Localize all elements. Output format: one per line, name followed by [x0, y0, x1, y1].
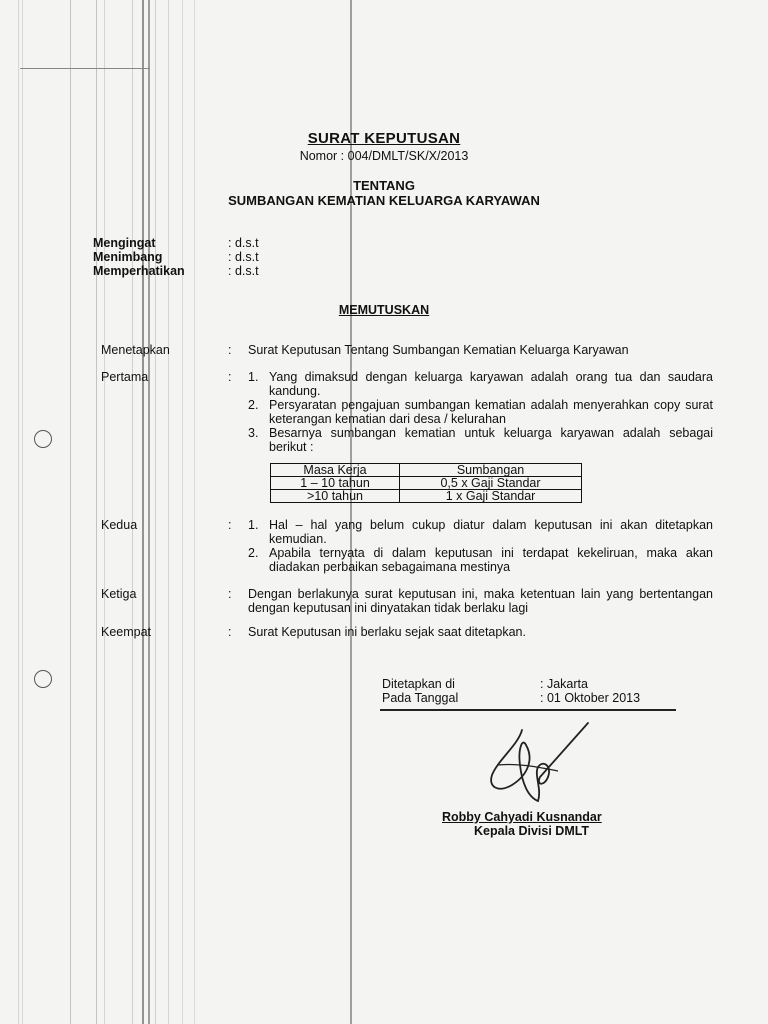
place-value: : Jakarta [540, 677, 588, 691]
colon: : [228, 343, 232, 357]
keempat-text: Surat Keputusan ini berlaku sejak saat ditetapkan. [248, 625, 526, 639]
list-text: Hal – hal yang belum cukup diatur dalam keputusan ini akan ditetapkan kemudian. [269, 518, 713, 546]
document-number: Nomor : 004/DMLT/SK/X/2013 [299, 149, 469, 163]
list-item [248, 426, 713, 454]
reference-value-mengingat: : d.s.t [228, 236, 259, 250]
list-number: 2. [248, 398, 259, 412]
table-row [271, 490, 582, 503]
list-item [248, 518, 713, 546]
table-header-row [271, 464, 582, 477]
colon: : [228, 587, 232, 601]
signature-divider [380, 709, 676, 711]
reference-label-mengingat: Mengingat [93, 236, 156, 250]
document-title: SURAT KEPUTUSAN [307, 130, 461, 147]
reference-label-memperhatikan: Memperhatikan [93, 264, 185, 278]
table-header-sumbangan: Sumbangan [400, 464, 582, 477]
label-pertama: Pertama [101, 370, 149, 384]
signatory-name: Robby Cahyadi Kusnandar [442, 810, 602, 824]
menetapkan-text: Surat Keputusan Tentang Sumbangan Kematian Keluarga Karyawan [248, 343, 629, 357]
place-label: Ditetapkan di [382, 677, 455, 691]
label-kedua: Kedua [101, 518, 138, 532]
pertama-list [248, 370, 713, 454]
document-subject: SUMBANGAN KEMATIAN KELUARGA KARYAWAN [228, 193, 540, 208]
table-row [271, 477, 582, 490]
table-cell: >10 tahun [271, 490, 400, 503]
list-text: Yang dimaksud dengan keluarga karyawan adalah orang tua dan saudara kandung. [269, 370, 713, 398]
list-number: 1. [248, 370, 259, 384]
colon: : [228, 518, 232, 532]
colon: : [228, 625, 232, 639]
handwritten-signature [478, 715, 598, 815]
reference-label-menimbang: Menimbang [93, 250, 163, 264]
list-number: 1. [248, 518, 259, 532]
colon: : [228, 370, 232, 384]
punch-hole-bottom [34, 670, 52, 688]
kedua-list [248, 518, 713, 574]
list-item [248, 370, 713, 398]
list-item [248, 546, 713, 574]
punch-hole-top [34, 430, 52, 448]
list-text: Besarnya sumbangan kematian untuk keluarga karyawan adalah sebagai berikut : [269, 426, 713, 454]
label-ketiga: Ketiga [101, 587, 137, 601]
date-label: Pada Tanggal [382, 691, 459, 705]
list-number: 3. [248, 426, 259, 440]
reference-value-memperhatikan: : d.s.t [228, 264, 259, 278]
list-item [248, 398, 713, 426]
date-value: : 01 Oktober 2013 [540, 691, 641, 705]
reference-value-menimbang: : d.s.t [228, 250, 259, 264]
about-label: TENTANG [353, 178, 415, 193]
list-number: 2. [248, 546, 259, 560]
list-text: Persyaratan pengajuan sumbangan kematian adalah menyerahkan copy surat keterangan kematian dari desa / kelurahan [269, 398, 713, 426]
label-menetapkan: Menetapkan [101, 343, 170, 357]
list-text: Apabila ternyata di dalam keputusan ini terdapat kekeliruan, maka akan diadakan perbaikan sebagaimana mestinya [269, 546, 713, 574]
table-cell: 0,5 x Gaji Standar [400, 477, 582, 490]
ketiga-text: Dengan berlakunya surat keputusan ini, maka ketentuan lain yang bertentangan dengan keputusan ini dinyatakan tidak berlaku lagi [248, 587, 713, 615]
table-header-masa-kerja: Masa Kerja [271, 464, 400, 477]
table-cell: 1 x Gaji Standar [400, 490, 582, 503]
label-keempat: Keempat [101, 625, 152, 639]
contribution-table [270, 463, 582, 503]
decide-heading: MEMUTUSKAN [338, 303, 430, 317]
signatory-position: Kepala Divisi DMLT [474, 824, 590, 838]
table-cell: 1 – 10 tahun [271, 477, 400, 490]
